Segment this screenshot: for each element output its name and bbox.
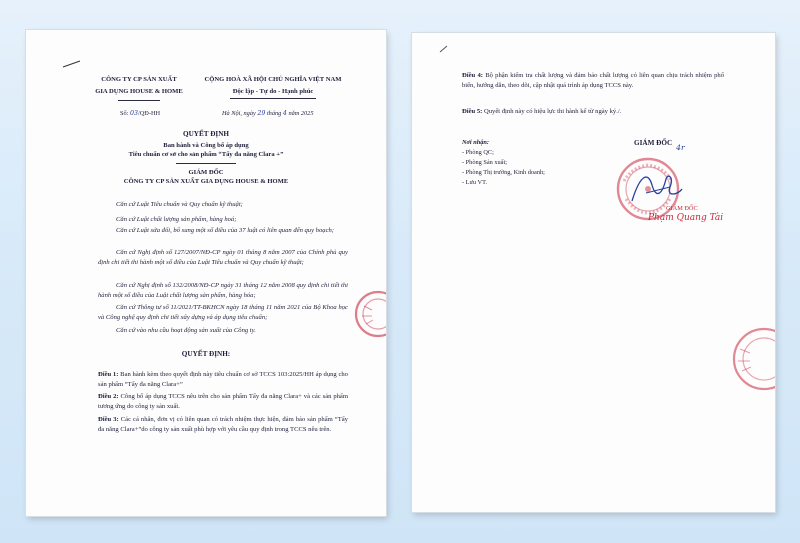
decision-heading: QUYẾT ĐỊNH: <box>181 350 231 358</box>
document-number <box>120 110 160 117</box>
article-3 <box>98 415 348 434</box>
basis-3: Căn cứ Luật sửa đổi, bổ sung một số điều của 37 luật có liên quan đến quy hoạch; <box>116 227 334 234</box>
article-1-text: Ban hành kèm theo quyết định này tiêu chuẩn cơ sở TCCS 103:2025/HH áp dụng cho sản phẩm “Tẩy đa năng Clara+” <box>98 371 348 388</box>
basis-2: Căn cứ Luật chất lượng sản phẩm, hàng hoá; <box>116 216 237 223</box>
pen-mark <box>62 56 82 74</box>
article-3-text: Các cá nhân, đơn vị có liên quan có trách nhiệm thực hiện, đảm bảo sản phẩm “Tẩy đa năng Clara+”do công ty sản xuất phù hợp với yêu cầu quy định trong TCCS nêu trên. <box>98 416 348 433</box>
article-1 <box>98 370 348 389</box>
pen-mark <box>438 41 450 59</box>
divider <box>118 100 160 101</box>
national-motto: Độc lập - Tự do - Hạnh phúc <box>232 88 314 95</box>
recipient-item: - Phòng Sản xuất; <box>462 159 507 166</box>
recipient-item: - Lưu VT. <box>462 179 488 186</box>
article-4-label: Điều 4: <box>462 72 483 79</box>
article-4 <box>462 71 724 90</box>
issue-month-label: tháng <box>266 110 282 117</box>
article-5-text: Quyết định này có hiệu lực thi hành kể từ ngày ký./. <box>484 108 622 115</box>
article-2-label: Điều 2: <box>98 393 119 400</box>
decision-title: QUYẾT ĐỊNH <box>183 130 229 138</box>
article-1-label: Điều 1: <box>98 371 119 378</box>
recipients-heading: Nơi nhận: <box>462 139 490 146</box>
recipient-item: - Phòng QC; <box>462 149 494 156</box>
national-title: CỘNG HOÀ XÃ HỘI CHỦ NGHĨA VIỆT NAM <box>204 76 342 83</box>
article-4-text: Bộ phận kiểm tra chất lượng và đảm bảo chất lượng có liên quan chịu trách nhiệm phổ biến, hướng dẫn, theo dõi, cập nhật quá trình áp dụng TCCS này. <box>462 72 724 89</box>
divider <box>176 163 236 164</box>
basis-7: Căn cứ vào nhu cầu hoạt động sản xuất của Công ty. <box>116 327 256 334</box>
document-number-label: Số: <box>120 110 129 117</box>
signer-title: GIÁM ĐỐC <box>634 139 673 147</box>
director-company: CÔNG TY CP SẢN XUẤT GIA DỤNG HOUSE & HOME <box>123 178 289 185</box>
article-2 <box>98 392 348 411</box>
article-5 <box>462 107 724 117</box>
basis-5: Căn cứ Nghị định số 132/2008/NĐ-CP ngày 31 tháng 12 năm 2008 quy định chi tiết thi hành một số điều của Luật chất lượng sản phẩm, hàng hóa; <box>98 282 348 299</box>
document-number-suffix: /QĐ-HH <box>138 110 161 117</box>
article-2-text: Công bố áp dụng TCCS nêu trên cho sản phẩm Tẩy đa năng Clara+ và các sản phẩm tương ứng do công ty sản xuất. <box>98 393 348 410</box>
basis-1: Căn cứ Luật Tiêu chuẩn và Quy chuẩn kỹ thuật; <box>116 201 243 208</box>
article-5-label: Điều 5: <box>462 108 483 115</box>
document-page-1 <box>26 30 386 516</box>
issue-day-handwritten: 29 <box>257 110 266 117</box>
signer-initial-mark: 4r <box>676 143 685 152</box>
company-name-line-1: CÔNG TY CP SẢN XUẤT <box>101 76 177 83</box>
partial-seal-stamp <box>714 319 775 404</box>
issue-date <box>222 110 313 117</box>
director-title: GIÁM ĐỐC <box>188 169 224 176</box>
stamp-role-label: GIÁM ĐỐC <box>666 205 698 212</box>
basis-4: Căn cứ Nghị định số 127/2007/NĐ-CP ngày 01 tháng 8 năm 2007 của Chính phủ quy định chi tiết thi hành một số điều của Luật Tiêu chuẩn và Quy chuẩn kỹ thuật; <box>98 249 348 266</box>
basis-6: Căn cứ Thông tư số 11/2021/TT-BKHCN ngày 18 tháng 11 năm 2021 của Bộ Khoa học và Công nghệ quy định chi tiết xây dựng và áp dụng tiêu chuẩn; <box>98 304 348 321</box>
signer-name: Phạm Quang Tài <box>648 213 724 223</box>
recipient-item: - Phòng Thị trường, Kinh doanh; <box>462 169 545 176</box>
issue-place: Hà Nội, ngày <box>222 110 256 117</box>
document-number-handwritten: 03 <box>129 110 138 117</box>
document-page-2 <box>412 33 775 512</box>
partial-seal-stamp <box>342 286 386 347</box>
company-name-line-2: GIA DỤNG HOUSE & HOME <box>95 88 183 95</box>
issue-month-handwritten: 4 <box>282 110 287 117</box>
decision-subtitle-1: Ban hành và Công bố áp dụng <box>163 142 249 149</box>
decision-subtitle-2: Tiêu chuẩn cơ sở cho sản phẩm “Tẩy đa năng Clara +” <box>128 151 284 158</box>
article-3-label: Điều 3: <box>98 416 119 423</box>
divider <box>230 98 316 99</box>
issue-year: năm 2025 <box>288 110 314 117</box>
